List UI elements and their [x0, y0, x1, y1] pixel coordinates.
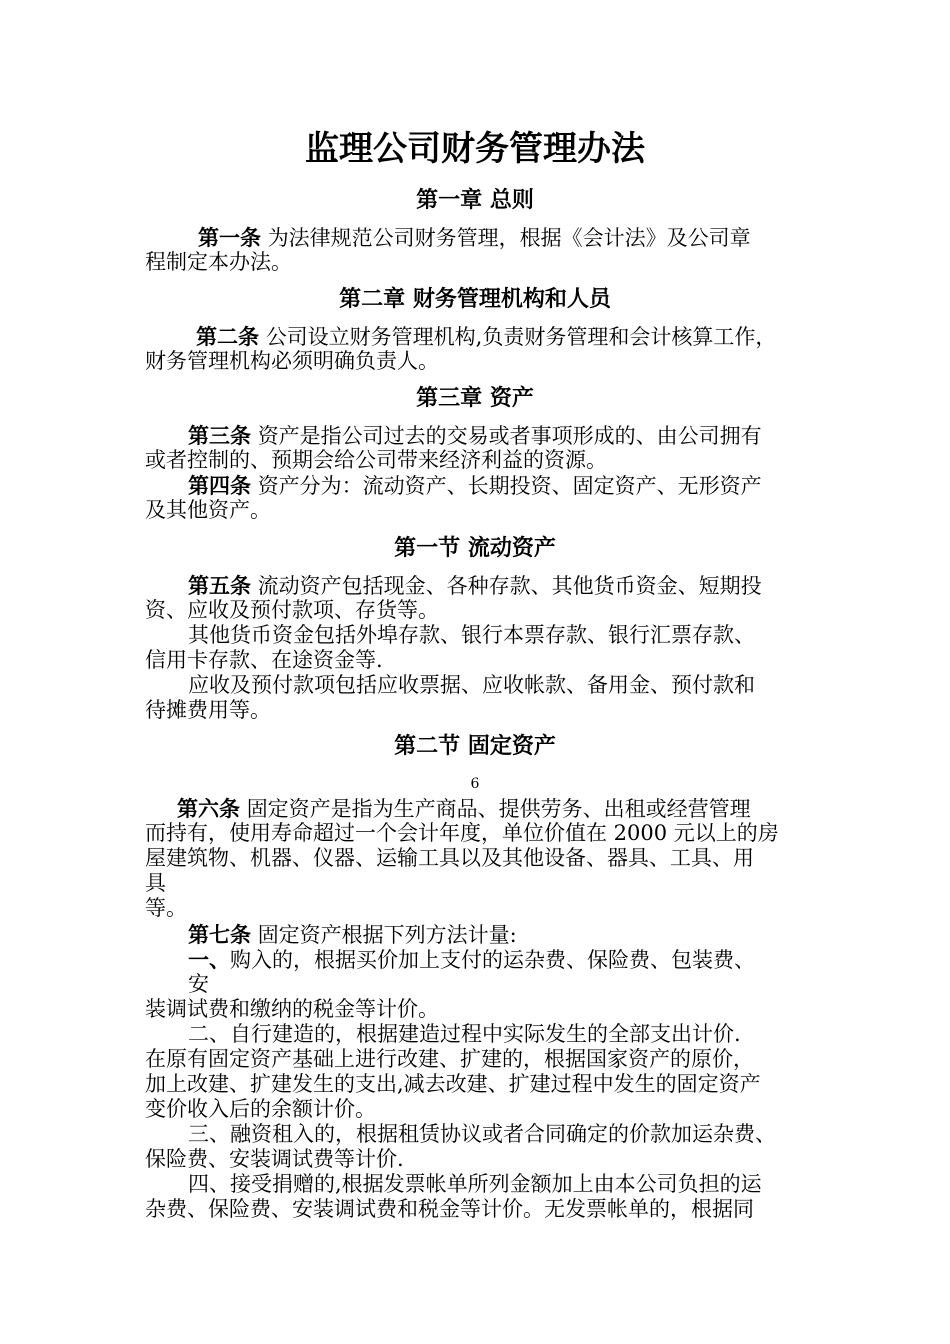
article-5-line-1: [188, 573, 762, 599]
article-5-para-2-line-2: 信用卡存款、在途资金等.: [145, 648, 383, 672]
article-7-item-4-line-2: 杂费、保险费、安装调试费和税金等计价。无发票帐单的，根据同: [145, 1197, 754, 1221]
item-label: 一、: [188, 947, 230, 972]
article-text: 公司设立财务管理机构,负责财务管理和会计核算工作，: [265, 325, 777, 349]
article-label: 第三条: [188, 423, 251, 448]
article-5-para-3-line-1: 应收及预付款项包括应收票据、应收帐款、备用金、预付款和: [188, 673, 755, 697]
chapter-heading-3: 第三章 资产: [416, 385, 534, 411]
article-7-item-1-line-1: [188, 947, 755, 973]
article-7-item-2-line-1: 二、自行建造的，根据建造过程中实际发生的全部支出计价.: [188, 1022, 741, 1046]
article-6-line-1: [177, 796, 751, 822]
article-label: 第七条: [188, 922, 251, 947]
article-text: 资产分为：流动资产、长期投资、固定资产、无形资产: [257, 474, 762, 498]
article-3-line-2: 或者控制的、预期会给公司带来经济利益的资源。: [145, 448, 607, 472]
article-label: 第五条: [188, 573, 251, 598]
article-4-line-1: [188, 473, 762, 499]
item-text: 购入的，根据买价加上支付的运杂费、保险费、包装费、: [230, 948, 755, 972]
article-5-para-3-line-2: 待摊费用等。: [145, 698, 271, 722]
article-7-item-3-line-2: 保险费、安装调试费等计价.: [145, 1147, 404, 1171]
chapter-heading-1: 第一章 总则: [416, 187, 534, 213]
article-label: 第一条: [198, 225, 261, 250]
article-6-line-4: 具: [145, 871, 166, 895]
article-6-line-3: 屋建筑物、机器、仪器、运输工具以及其他设备、器具、工具、用: [145, 846, 754, 870]
article-2-line-1: [196, 324, 776, 350]
article-5-line-2: 资、应收及预付款项、存货等。: [145, 598, 439, 622]
article-6-line-5: 等。: [145, 896, 187, 920]
article-1-line-2: 程制定本办法。: [145, 250, 292, 274]
article-text: 固定资产根据下列方法计量:: [257, 923, 517, 947]
article-label: 第二条: [196, 324, 259, 349]
section-heading-2: 第二节 固定资产: [394, 733, 556, 759]
article-7-item-2-line-3: 加上改建、扩建发生的支出,减去改建、扩建过程中发生的固定资产: [145, 1072, 761, 1096]
article-text: 流动资产包括现金、各种存款、其他货币资金、短期投: [257, 574, 762, 598]
article-label: 第六条: [177, 796, 240, 821]
article-text: 为法律规范公司财务管理，根据《会计法》及公司章: [267, 226, 751, 250]
article-7-item-1-line-2: 安: [188, 972, 209, 996]
article-7-item-1-line-3: 装调试费和缴纳的税金等计价。: [145, 997, 439, 1021]
article-text: 资产是指公司过去的交易或者事项形成的、由公司拥有: [257, 424, 762, 448]
article-6-line-2: 而持有，使用寿命超过一个会计年度，单位价值在 2000 元以上的房: [145, 821, 779, 845]
article-7-item-3-line-1: 三、融资租入的，根据租赁协议或者合同确定的价款加运杂费、: [188, 1122, 776, 1146]
article-text: 固定资产是指为生产商品、提供劳务、出租或经营管理: [246, 797, 751, 821]
section-heading-1: 第一节 流动资产: [394, 535, 556, 561]
page-number: 6: [470, 776, 480, 792]
article-7-item-2-line-4: 变价收入后的余额计价。: [145, 1097, 376, 1121]
article-4-line-2: 及其他资产。: [145, 498, 271, 522]
article-5-para-2-line-1: 其他货币资金包括外埠存款、银行本票存款、银行汇票存款、: [188, 623, 755, 647]
article-7-line-1: [188, 922, 517, 948]
article-7-item-2-line-2: 在原有固定资产基础上进行改建、扩建的，根据国家资产的原价，: [145, 1047, 754, 1071]
article-3-line-1: [188, 423, 762, 449]
page-title: 监理公司财务管理办法: [305, 129, 645, 169]
chapter-heading-2: 第二章 财务管理机构和人员: [339, 286, 611, 312]
article-label: 第四条: [188, 473, 251, 498]
article-7-item-4-line-1: 四、接受捐赠的,根据发票帐单所列金额加上由本公司负担的运: [188, 1172, 762, 1196]
article-2-line-2: 财务管理机构必须明确负责人。: [145, 349, 439, 373]
article-1-line-1: [198, 225, 751, 251]
